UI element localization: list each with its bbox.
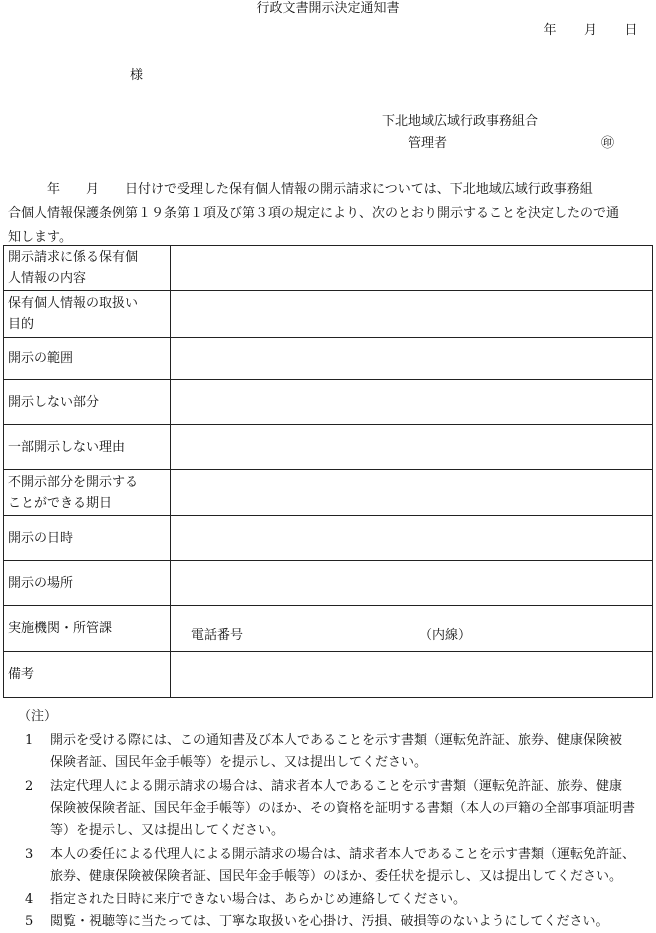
value-cell[interactable] xyxy=(171,338,653,380)
note-line: 旅券、健康保険被保険者証、国民年金手帳等）のほか、委任状を提示し、又は提出してください。 xyxy=(50,869,623,884)
note-item xyxy=(8,776,656,842)
addressee-suffix: 様 xyxy=(130,68,144,83)
table-row xyxy=(4,425,653,470)
note-line: 保険被保険者証、国民年金手帳等）のほか、その資格を証明する書類（本人の戸籍の全部事項証明書 xyxy=(50,801,636,816)
note-line: 本人の委任による代理人による開示請求の場合は、請求者本人であることを示す書類（運転免許証、 xyxy=(50,847,636,862)
table-row xyxy=(4,652,653,698)
row-label xyxy=(4,470,171,516)
note-text xyxy=(50,844,656,888)
label-line: 実施機関・所管課 xyxy=(8,621,113,636)
row-label xyxy=(4,516,171,561)
table-row xyxy=(4,470,653,516)
value-cell[interactable] xyxy=(171,606,653,652)
label-line: 開示請求に係る保有個 xyxy=(8,250,139,265)
table-row xyxy=(4,246,653,291)
note-text xyxy=(50,730,656,774)
value-cell[interactable] xyxy=(171,561,653,606)
table-row xyxy=(4,606,653,652)
label-line: ことができる期日 xyxy=(8,495,113,511)
note-item xyxy=(8,730,656,774)
note-item xyxy=(8,911,656,933)
note-line: 保険者証、国民年金手帳等）を提示し、又は提出してください。 xyxy=(50,755,428,770)
note-number: 1 xyxy=(25,733,34,748)
seal-mark: ㊞ xyxy=(601,136,615,151)
table-row xyxy=(4,338,653,380)
table-row xyxy=(4,291,653,338)
note-item xyxy=(8,844,656,888)
table-row xyxy=(4,561,653,606)
note-number: 5 xyxy=(25,914,34,929)
label-line: 開示の日時 xyxy=(8,530,74,546)
label-line: 一部開示しない理由 xyxy=(8,439,126,455)
body-line-3: 知します。 xyxy=(8,230,72,245)
disclosure-details-table xyxy=(3,245,653,698)
note-line: 等）を提示し、又は提出してください。 xyxy=(50,823,285,838)
label-line: 不開示部分を開示する xyxy=(8,474,139,490)
table-row xyxy=(4,380,653,425)
phone-number-label: 電話番号 xyxy=(191,628,244,644)
row-label xyxy=(4,380,171,425)
label-line: 開示の範囲 xyxy=(8,351,74,366)
notice-body xyxy=(8,178,656,250)
value-cell[interactable] xyxy=(171,291,653,338)
row-label xyxy=(4,246,171,291)
label-line: 開示しない部分 xyxy=(8,394,100,410)
body-line-2: 合個人情報保護条例第１９条第１項及び第３項の規定により、次のとおり開示することを決定したので通 xyxy=(8,206,620,221)
note-text xyxy=(50,911,656,933)
row-label xyxy=(4,425,171,470)
value-cell[interactable] xyxy=(171,652,653,698)
note-line: 法定代理人による開示請求の場合は、請求者本人であることを示す書類（運転免許証、旅券、健康 xyxy=(50,779,623,794)
row-label xyxy=(4,291,171,338)
table-row xyxy=(4,516,653,561)
body-line-1: 年 月 日付けで受理した保有個人情報の開示請求については、下北地域広域行政事務組 xyxy=(8,182,593,197)
row-label xyxy=(4,561,171,606)
note-number: 3 xyxy=(25,847,34,862)
notes-heading: （注） xyxy=(18,709,58,724)
label-line: 備考 xyxy=(8,667,35,682)
note-number: 2 xyxy=(25,779,34,794)
note-text xyxy=(50,776,656,842)
note-item xyxy=(8,889,656,911)
label-line: 人情報の内容 xyxy=(8,271,87,286)
value-cell[interactable] xyxy=(171,246,653,291)
row-label xyxy=(4,338,171,380)
label-line: 保有個人情報の取扱い xyxy=(8,296,139,311)
document-title: 行政文書開示決定通知書 xyxy=(256,1,400,16)
note-number: 4 xyxy=(25,892,34,907)
extension-label: （内線） xyxy=(419,628,472,644)
label-line: 目的 xyxy=(8,317,35,332)
value-cell[interactable] xyxy=(171,470,653,516)
issuer-role: 管理者 xyxy=(408,136,448,151)
note-text xyxy=(50,889,656,911)
value-cell[interactable] xyxy=(171,516,653,561)
row-label xyxy=(4,606,171,652)
note-line: 閲覧・視聴等に当たっては、丁寧な取扱いを心掛け、汚損、破損等のないようにしてください。 xyxy=(50,914,609,929)
note-line: 指定された日時に来庁できない場合は、あらかじめ連絡してください。 xyxy=(50,892,467,907)
value-cell[interactable] xyxy=(171,425,653,470)
issuer-organization: 下北地域広域行政事務組合 xyxy=(382,114,539,129)
label-line: 開示の場所 xyxy=(8,575,74,591)
issue-date: 年 月 日 xyxy=(543,23,638,38)
note-line: 開示を受ける際には、この通知書及び本人であることを示す書類（運転免許証、旅券、健康保険被 xyxy=(50,733,623,748)
value-cell[interactable] xyxy=(171,380,653,425)
row-label xyxy=(4,652,171,698)
